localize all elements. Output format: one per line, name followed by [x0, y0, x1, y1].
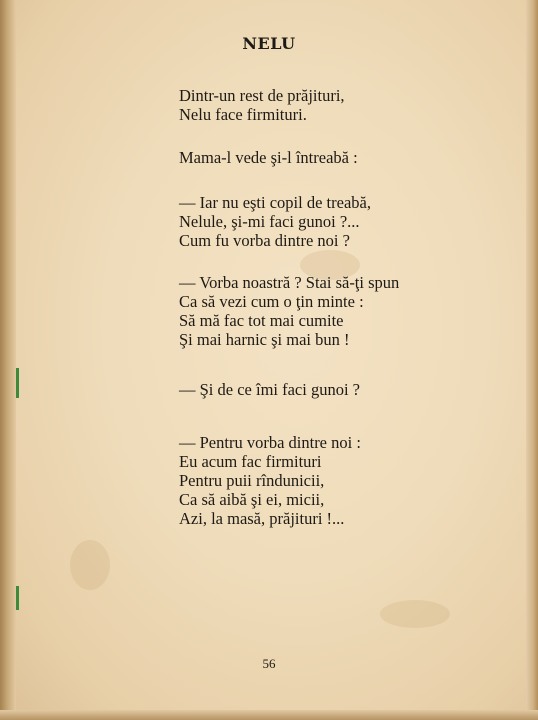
- verse-line: Cum fu vorba dintre noi ?: [179, 231, 350, 250]
- verse-line: Eu acum fac firmituri: [179, 452, 322, 471]
- verse-line: Azi, la masă, prăjituri !...: [179, 509, 345, 528]
- verse-line: — Iar nu eşti copil de treabă,: [179, 193, 371, 212]
- paper-stain: [70, 540, 110, 590]
- verse-line: Ca să vezi cum o ţin minte :: [179, 292, 364, 311]
- stanza: [179, 148, 358, 167]
- verse-line: Pentru puii rîndunicii,: [179, 471, 325, 490]
- verse-line: Dintr-un rest de prăjituri,: [179, 86, 345, 105]
- verse-line: Nelule, şi-mi faci gunoi ?...: [179, 212, 360, 231]
- paper-stain: [380, 600, 450, 628]
- stanza: [179, 380, 360, 399]
- stanza: [179, 193, 371, 250]
- verse-line: Să mă fac tot mai cumite: [179, 311, 344, 330]
- page-right-edge: [526, 0, 538, 720]
- page-number: 56: [262, 656, 276, 671]
- verse-line: — Şi de ce îmi faci gunoi ?: [179, 380, 360, 399]
- verse-line: — Pentru vorba dintre noi :: [179, 433, 361, 452]
- page-bottom-edge: [0, 710, 538, 720]
- binding-marker: [16, 586, 19, 610]
- stanza: [179, 86, 345, 124]
- stanza: [179, 273, 399, 349]
- verse-line: Şi mai harnic şi mai bun !: [179, 330, 350, 349]
- verse-line: — Vorba noastră ? Stai să-ţi spun: [179, 273, 400, 292]
- poem-title: NELU: [242, 34, 296, 53]
- binding-marker: [16, 368, 19, 398]
- verse-line: Nelu face firmituri.: [179, 105, 307, 124]
- verse-line: Ca să aibă şi ei, micii,: [179, 490, 325, 509]
- page-gutter: [0, 0, 16, 720]
- stanza: [179, 433, 361, 528]
- verse-line: Mama-l vede şi-l întreabă :: [179, 148, 358, 167]
